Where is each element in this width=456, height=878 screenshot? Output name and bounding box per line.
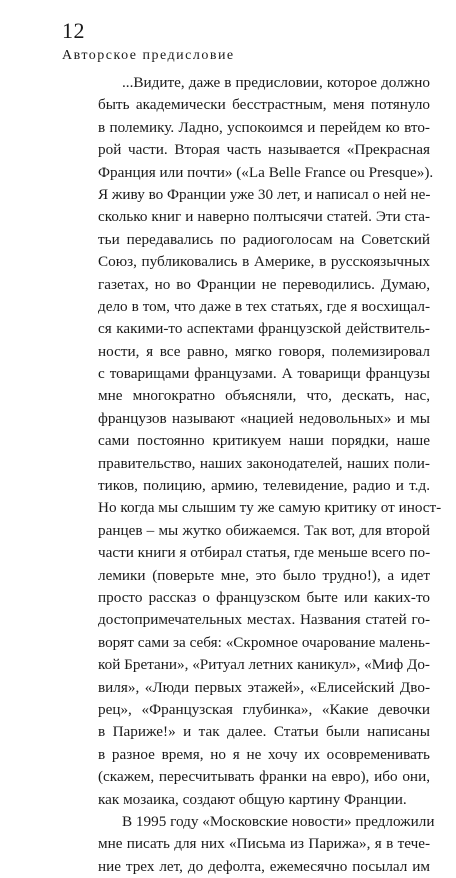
text-line: в полемику. Ладно, успокоимся и перейдем ко вто- [98, 118, 430, 136]
text-line: мне писать для них «Письма из Парижа», я в тече- [98, 835, 430, 853]
text-line: В 1995 году «Московские новости» предложили [122, 812, 435, 830]
text-line: Но когда мы слышим ту же самую критику от иност- [98, 499, 442, 517]
text-line: кой Бретани», «Ритуал летних каникул», «Миф До- [98, 656, 430, 674]
text-line: ворят сами за себя: «Скромное очарование малень- [98, 633, 430, 651]
text-line: ...Видите, даже в предисловии, которое должно [122, 74, 430, 91]
text-line: рой части. Вторая часть называется «Прекрасная [98, 141, 430, 159]
text-line: (скажем, пересчитывать франки на евро), ибо они, [98, 768, 430, 786]
text-line: просто рассказ о французском быте или каких-то [98, 588, 430, 606]
text-line: Франция или почти» («La Belle France ou Presque»). [98, 163, 434, 181]
text-line: в Париже!» и так далее. Статьи были написаны [98, 723, 430, 741]
text-line: рец», «Французская глубинка», «Какие девочки [98, 700, 430, 718]
page-number: 12 [62, 18, 85, 43]
text-line: ся какими-то аспектами французской действитель- [98, 320, 430, 338]
text-line: дело в том, что даже в тех статьях, где я восхищал- [98, 297, 430, 315]
text-line: ности, я все равно, мягко говоря, полемизировал [98, 342, 430, 360]
text-line: мне многократно объясняли, что, дескать, нас, [98, 387, 430, 405]
text-line: тьи передавались по радиоголосам на Советский [98, 230, 430, 248]
body-text [98, 72, 442, 878]
text-line: сколько книг и наверно полтысячи статей. Эти ста- [98, 208, 430, 226]
text-line: с товарищами французами. А товарищи французы [98, 365, 430, 383]
text-line: французов называют «нацией недовольных» и мы [98, 409, 430, 427]
text-line: тиков, полицию, армию, телевидение, радио и т.д. [98, 477, 430, 495]
text-line: части книги я отбирал статья, где меньше всего по- [98, 544, 431, 562]
running-head: Авторское предисловие [62, 48, 235, 63]
text-line: сами постоянно критикуем наши порядки, наше [98, 432, 430, 450]
text-line: ние трех лет, до дефолта, ежемесячно посылал им [98, 857, 430, 875]
text-line: в разное время, но я не хочу их осовременивать [98, 745, 430, 763]
text-line: Союз, публиковались в Америке, в русскоязычных [98, 253, 430, 271]
text-line: виля», «Люди первых этажей», «Елисейский Дво- [98, 678, 430, 696]
text-line: Я живу во Франции уже 30 лет, и написал о ней не- [98, 185, 431, 203]
text-line: достопримечательных местах. Названия статей го- [98, 611, 430, 629]
text-line: правительство, наших законодателей, наших поли- [98, 454, 430, 472]
text-line: быть академически бесстрастным, меня потянуло [98, 96, 430, 114]
text-line: газетах, но во Франции не переводились. Думаю, [98, 275, 430, 293]
text-line: ранцев – мы жутко обижаемся. Так вот, для второй [98, 521, 430, 539]
text-line: как мозаика, создают общую картину Франции. [98, 790, 407, 808]
text-line: лемики (поверьте мне, это было трудно!), а идет [98, 566, 430, 584]
